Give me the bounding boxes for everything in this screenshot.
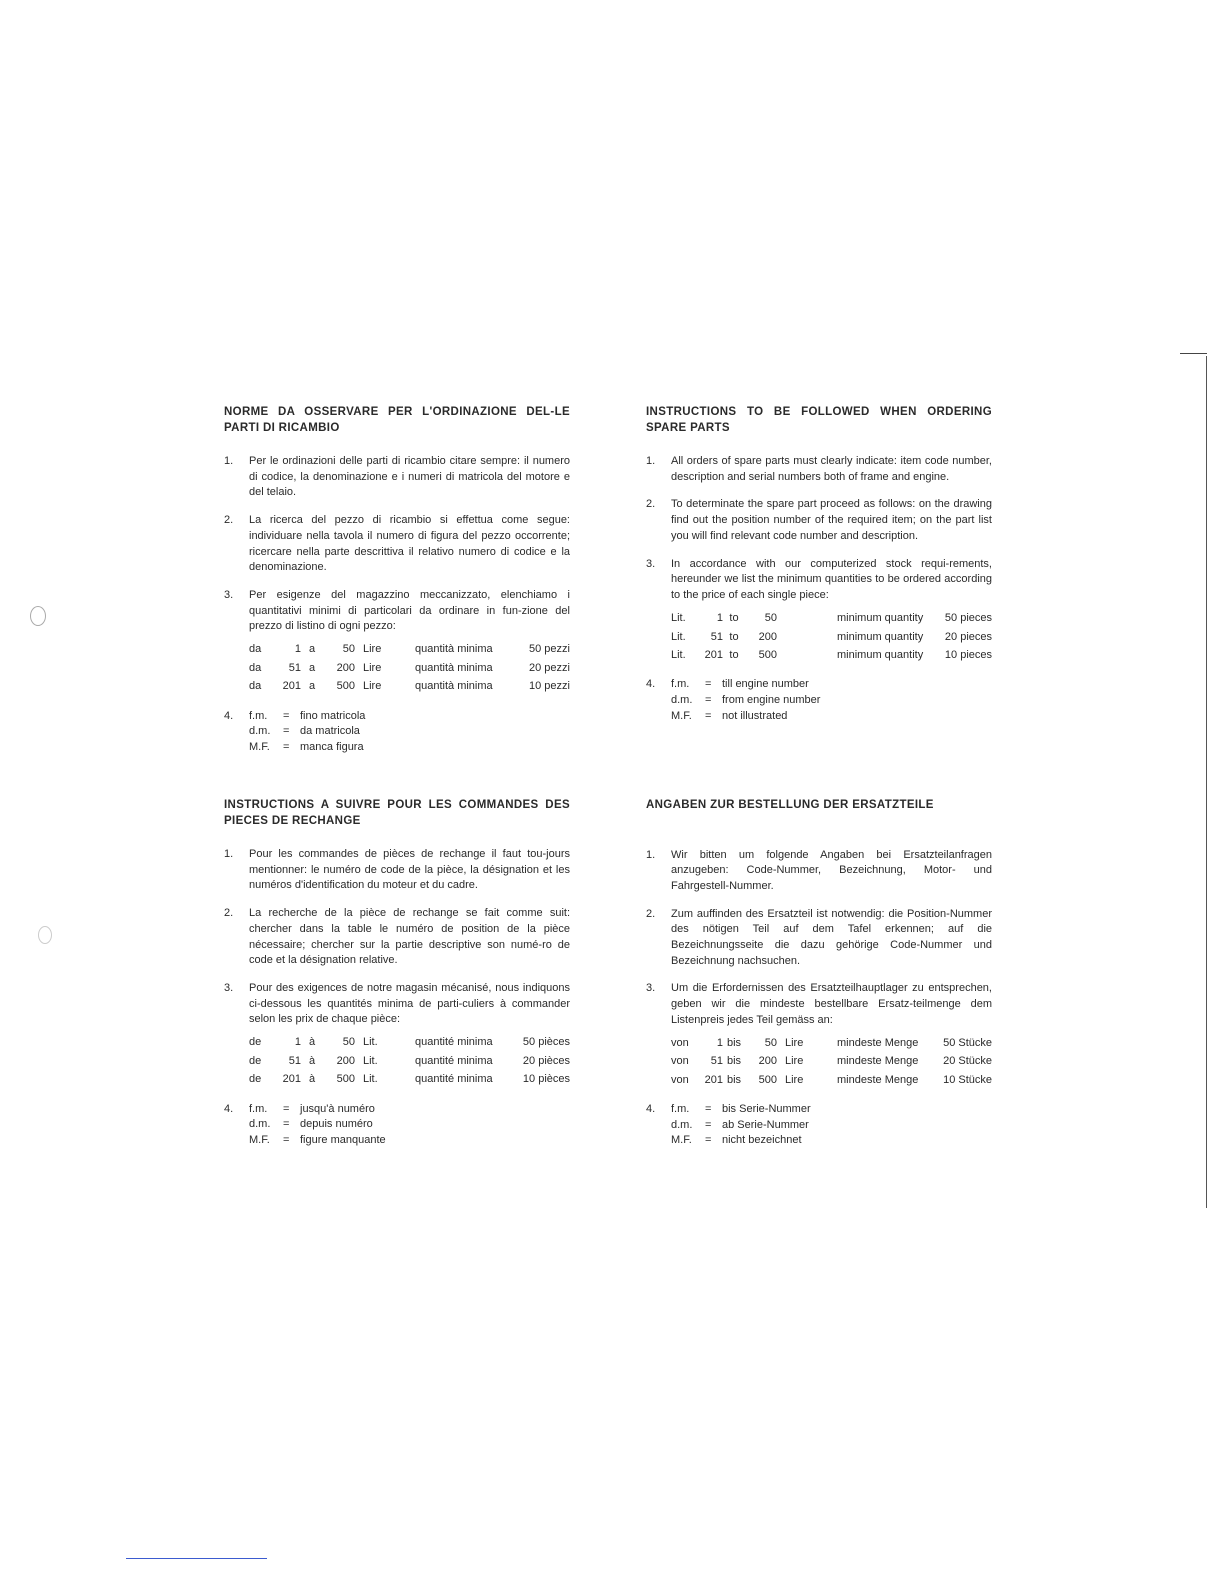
hole-punch-mark <box>30 606 46 626</box>
quantity-cell: à <box>308 1036 316 1049</box>
bottom-rule <box>126 1558 267 1559</box>
abbreviation-row <box>249 1133 386 1149</box>
quantity-cell: Lit. <box>671 630 686 643</box>
abbreviation-row <box>249 709 365 725</box>
quantity-cell: da <box>249 680 262 693</box>
abbreviation-value: from engine number <box>722 693 821 706</box>
quantity-row <box>249 678 570 697</box>
quantity-cell: de <box>249 1036 262 1049</box>
section-english <box>646 405 992 736</box>
quantity-cell: 50 pièces <box>522 1036 570 1049</box>
quantity-cell: 200 <box>758 1055 777 1068</box>
abbreviation-row <box>249 1102 386 1118</box>
quantity-cell: Lit. <box>363 1036 378 1049</box>
section-italian <box>224 405 570 768</box>
quantity-row <box>249 1053 570 1072</box>
quantity-table <box>671 610 992 666</box>
abbreviation-equals: = <box>283 740 290 753</box>
section-french <box>224 798 570 1161</box>
abbreviation-table <box>249 709 365 756</box>
quantity-cell: quantité minima <box>415 1073 493 1086</box>
quantity-cell: to <box>729 630 739 643</box>
quantity-cell: 500 <box>758 1073 777 1086</box>
quantity-cell: Lire <box>363 680 382 693</box>
quantity-cell: a <box>308 661 316 674</box>
quantity-cell: quantità minima <box>415 661 493 674</box>
quantity-cell: a <box>308 680 316 693</box>
item-number: 2. <box>646 907 656 920</box>
list-item <box>646 497 992 544</box>
quantity-cell: mindeste Menge <box>837 1055 919 1068</box>
quantity-row <box>249 660 570 679</box>
abbreviation-key: M.F. <box>249 740 270 753</box>
list-item <box>224 454 570 501</box>
quantity-cell: 50 pezzi <box>529 643 570 656</box>
abbreviation-key: d.m. <box>249 725 271 738</box>
abbreviation-row <box>249 1117 386 1133</box>
item-text: All orders of spare parts must clearly indicate: item code number, description and serial numbers both of frame and engine. <box>671 455 992 483</box>
abbreviation-key: M.F. <box>671 1134 692 1147</box>
quantity-row <box>671 647 992 666</box>
abbreviation-equals: = <box>705 693 712 706</box>
quantity-cell: Lit. <box>671 612 686 625</box>
quantity-cell: 200 <box>336 1054 355 1067</box>
item-number: 2. <box>224 514 234 527</box>
item-text: La ricerca del pezzo di ricambio si effettua come segue: individuare nella tavola il numero di figura del pezzo occorrente; ricercare nella parte descrittiva il relativo numero di codice e la denominazione. <box>249 514 570 574</box>
abbreviation-key: f.m. <box>671 1103 690 1116</box>
quantity-cell <box>777 647 837 666</box>
abbreviation-equals: = <box>705 1103 712 1116</box>
item-number: 2. <box>646 498 656 511</box>
abbreviation-value: fino matricola <box>300 709 366 722</box>
list-item <box>646 1102 992 1149</box>
quantity-cell: à <box>308 1054 316 1067</box>
item-text: Pour les commandes de pièces de rechange il faut tou-jours mentionner: le numéro de code de la pièce, la désignation et les numéros d'identification du moteur et du cadre. <box>249 848 570 892</box>
quantity-cell: minimum quantity <box>837 649 924 662</box>
item-number: 4. <box>224 1102 234 1115</box>
quantity-cell: 50 pieces <box>944 612 992 625</box>
quantity-table <box>671 1035 992 1091</box>
abbreviation-equals: = <box>705 1118 712 1131</box>
abbreviation-table <box>671 677 820 724</box>
quantity-cell: to <box>729 612 739 625</box>
abbreviation-equals: = <box>705 678 712 691</box>
list-item <box>646 907 992 970</box>
abbreviation-row <box>671 709 820 725</box>
section-title: NORME DA OSSERVARE PER L'ORDINAZIONE DEL-LE PARTI DI RICAMBIO <box>224 406 570 434</box>
item-text: Wir bitten um folgende Angaben bei Ersatzteilanfragen anzugeben: Code-Nummer, Bezeichnung, Motor- und Fahrgestell-Nummer. <box>671 848 992 892</box>
quantity-row <box>671 610 992 629</box>
abbreviation-value: manca figura <box>300 740 364 753</box>
abbreviation-value: not illustrated <box>722 709 788 722</box>
item-number: 3. <box>646 982 656 995</box>
item-text: Zum auffinden des Ersatzteil ist notwendig: die Position-Nummer des nötigen Teil auf dem Tafel erkennen; auf die Bezeichnungsseite die dazu gehörige Code-Nummer und Bezeichnung nachsuchen. <box>671 907 992 967</box>
hole-punch-mark <box>38 926 52 944</box>
list-item <box>224 847 570 894</box>
quantity-cell: 201 <box>282 680 301 693</box>
abbreviation-table <box>249 1102 386 1149</box>
section-title: INSTRUCTIONS TO BE FOLLOWED WHEN ORDERING SPARE PARTS <box>646 406 992 434</box>
quantity-cell: 500 <box>336 1073 355 1086</box>
abbreviation-value: jusqu'à numéro <box>300 1102 375 1115</box>
item-number: 1. <box>224 848 234 860</box>
quantity-cell: Lire <box>363 661 382 674</box>
list-item <box>224 588 570 697</box>
quantity-cell: 1 <box>294 1036 301 1049</box>
item-text: In accordance with our computerized stock requi-rements, hereunder we list the minimum quantities to be ordered according to the price of each single piece: <box>671 557 992 601</box>
item-number: 3. <box>646 557 656 570</box>
quantity-cell: 1 <box>716 612 723 625</box>
abbreviation-equals: = <box>705 709 712 722</box>
quantity-cell: Lit. <box>363 1073 378 1086</box>
abbreviation-key: d.m. <box>249 1118 271 1131</box>
abbreviation-key: f.m. <box>249 709 268 722</box>
abbreviation-equals: = <box>283 709 290 722</box>
item-text: Per esigenze del magazzino meccanizzato, elenchiamo i quantitativi minimi di particolari da ordinare in fun-zione del prezzo di listino di ogni pezzo: <box>249 588 570 633</box>
quantity-row <box>249 1034 570 1053</box>
abbreviation-key: d.m. <box>671 693 693 706</box>
quantity-cell: quantité minima <box>415 1036 493 1049</box>
quantity-cell: da <box>249 643 262 656</box>
quantity-table <box>249 641 570 697</box>
abbreviation-row <box>671 1118 811 1134</box>
item-number: 3. <box>224 981 234 994</box>
quantity-cell: Lire <box>785 1055 804 1068</box>
abbreviation-value: da matricola <box>300 725 360 738</box>
item-number: 4. <box>646 1103 656 1116</box>
quantity-cell: Lire <box>785 1036 804 1049</box>
item-number: 2. <box>224 907 234 920</box>
quantity-cell: 200 <box>758 630 777 643</box>
abbreviation-key: M.F. <box>671 709 692 722</box>
quantity-cell: 201 <box>282 1073 301 1086</box>
quantity-cell: Lire <box>363 643 382 656</box>
list-item <box>646 981 992 1090</box>
abbreviation-equals: = <box>283 1118 290 1131</box>
quantity-cell: 50 <box>764 1036 777 1049</box>
quantity-cell: da <box>249 661 262 674</box>
item-number: 1. <box>224 455 234 467</box>
item-text: Um die Erfordernissen des Ersatzteilhauptlager zu entsprechen, geben wir die mindeste bestellbare Ersatz-teilmenge dem Listenpreis jedes Teil gemäss an: <box>671 982 992 1026</box>
quantity-cell: bis <box>726 1073 742 1086</box>
quantity-cell: 201 <box>704 1073 723 1086</box>
quantity-cell: 20 pièces <box>522 1054 570 1067</box>
quantity-cell <box>777 610 837 629</box>
quantity-cell: 500 <box>336 680 355 693</box>
list-item <box>646 557 992 666</box>
quantity-cell: quantité minima <box>415 1054 493 1067</box>
quantity-cell: mindeste Menge <box>837 1036 919 1049</box>
quantity-cell <box>777 628 837 647</box>
abbreviation-row <box>249 724 365 740</box>
item-number: 1. <box>646 848 656 861</box>
list-item <box>646 454 992 485</box>
quantity-cell: 10 pieces <box>944 649 992 662</box>
quantity-cell: 1 <box>294 643 301 656</box>
list-item <box>646 848 992 895</box>
quantity-row <box>671 1072 992 1091</box>
quantity-cell: Lire <box>785 1073 804 1086</box>
quantity-cell: 20 Stücke <box>943 1055 992 1068</box>
list-item <box>224 981 570 1090</box>
abbreviation-value: figure manquante <box>300 1133 386 1146</box>
item-number: 3. <box>224 588 234 601</box>
quantity-cell: 51 <box>288 1054 301 1067</box>
quantity-cell: 50 <box>342 643 355 656</box>
scan-edge-tick <box>1180 353 1207 354</box>
quantity-cell: 200 <box>336 661 355 674</box>
abbreviation-key: f.m. <box>249 1102 268 1115</box>
abbreviation-equals: = <box>283 1133 290 1146</box>
quantity-cell: bis <box>726 1055 742 1068</box>
abbreviation-equals: = <box>283 1102 290 1115</box>
abbreviation-key: f.m. <box>671 678 690 691</box>
quantity-cell: 51 <box>710 1055 723 1068</box>
abbreviation-key: M.F. <box>249 1133 270 1146</box>
item-text: Per le ordinazioni delle parti di ricambio citare sempre: il numero di codice, la denominazione e i numeri di matricola del motore e del telaio. <box>249 455 570 499</box>
quantity-cell: 500 <box>758 649 777 662</box>
quantity-row <box>671 1053 992 1072</box>
quantity-cell: 10 Stücke <box>943 1073 992 1086</box>
quantity-row <box>249 641 570 660</box>
list-item <box>224 513 570 576</box>
quantity-cell: to <box>729 649 739 662</box>
abbreviation-row <box>671 1102 811 1118</box>
section-german <box>646 798 992 1161</box>
quantity-cell: von <box>671 1073 689 1086</box>
list-item <box>224 906 570 969</box>
quantity-cell: 10 pièces <box>522 1073 570 1086</box>
quantity-cell: 20 pieces <box>944 630 992 643</box>
list-item <box>646 677 992 724</box>
quantity-cell: 20 pezzi <box>529 661 570 674</box>
section-title: INSTRUCTIONS A SUIVRE POUR LES COMMANDES DES PIECES DE RECHANGE <box>224 799 570 827</box>
quantity-cell: de <box>249 1054 262 1067</box>
quantity-cell: à <box>308 1073 316 1086</box>
section-title: ANGABEN ZUR BESTELLUNG DER ERSATZTEILE <box>646 799 934 811</box>
quantity-row <box>249 1071 570 1090</box>
abbreviation-value: depuis numéro <box>300 1118 373 1131</box>
item-number: 1. <box>646 455 656 467</box>
quantity-cell: von <box>671 1036 689 1049</box>
abbreviation-value: bis Serie-Nummer <box>722 1103 811 1116</box>
quantity-cell: de <box>249 1073 262 1086</box>
list-item <box>224 1102 570 1149</box>
quantity-cell: 50 Stücke <box>943 1036 992 1049</box>
quantity-cell: 50 <box>764 612 777 625</box>
quantity-row <box>671 1035 992 1054</box>
quantity-cell: Lit. <box>363 1054 378 1067</box>
quantity-cell: 1 <box>716 1036 723 1049</box>
abbreviation-value: nicht bezeichnet <box>722 1134 802 1147</box>
item-number: 4. <box>646 678 656 691</box>
abbreviation-equals: = <box>705 1134 712 1147</box>
quantity-cell: 51 <box>710 630 723 643</box>
abbreviation-table <box>671 1102 811 1149</box>
abbreviation-value: ab Serie-Nummer <box>722 1118 809 1131</box>
quantity-cell: 51 <box>288 661 301 674</box>
abbreviation-row <box>671 677 820 693</box>
abbreviation-row <box>249 740 365 756</box>
item-text: La recherche de la pièce de rechange se fait comme suit: chercher dans la table le numéro de position de la pièce nécessaire; chercher sur la partie descriptive son numé-ro de code et la désignation relative. <box>249 907 570 967</box>
quantity-row <box>671 628 992 647</box>
abbreviation-equals: = <box>283 725 290 738</box>
quantity-cell: quantità minima <box>415 643 493 656</box>
quantity-cell: minimum quantity <box>837 612 924 625</box>
quantity-cell: minimum quantity <box>837 630 924 643</box>
abbreviation-row <box>671 693 820 709</box>
quantity-cell: 10 pezzi <box>529 680 570 693</box>
quantity-cell: von <box>671 1055 689 1068</box>
abbreviation-key: d.m. <box>671 1118 693 1131</box>
abbreviation-row <box>671 1133 811 1149</box>
quantity-cell: Lit. <box>671 649 686 662</box>
quantity-cell: 201 <box>704 649 723 662</box>
item-text: Pour des exigences de notre magasin mécanisé, nous indiquons ci-dessous les quantités minima de parti-culiers à commander selon les prix de chaque pièce: <box>249 981 570 1026</box>
scan-edge-rule <box>1206 356 1207 1208</box>
item-number: 4. <box>224 709 234 722</box>
quantity-cell: bis <box>726 1036 742 1049</box>
quantity-cell: a <box>308 643 316 656</box>
quantity-table <box>249 1034 570 1090</box>
quantity-cell: 50 <box>342 1036 355 1049</box>
item-text: To determinate the spare part proceed as follows: on the drawing find out the position number of the required item; on the part list you will find relevant code number and description. <box>671 498 992 542</box>
quantity-cell: mindeste Menge <box>837 1073 919 1086</box>
quantity-cell: quantità minima <box>415 680 493 693</box>
list-item <box>224 709 570 756</box>
abbreviation-value: till engine number <box>722 678 809 691</box>
